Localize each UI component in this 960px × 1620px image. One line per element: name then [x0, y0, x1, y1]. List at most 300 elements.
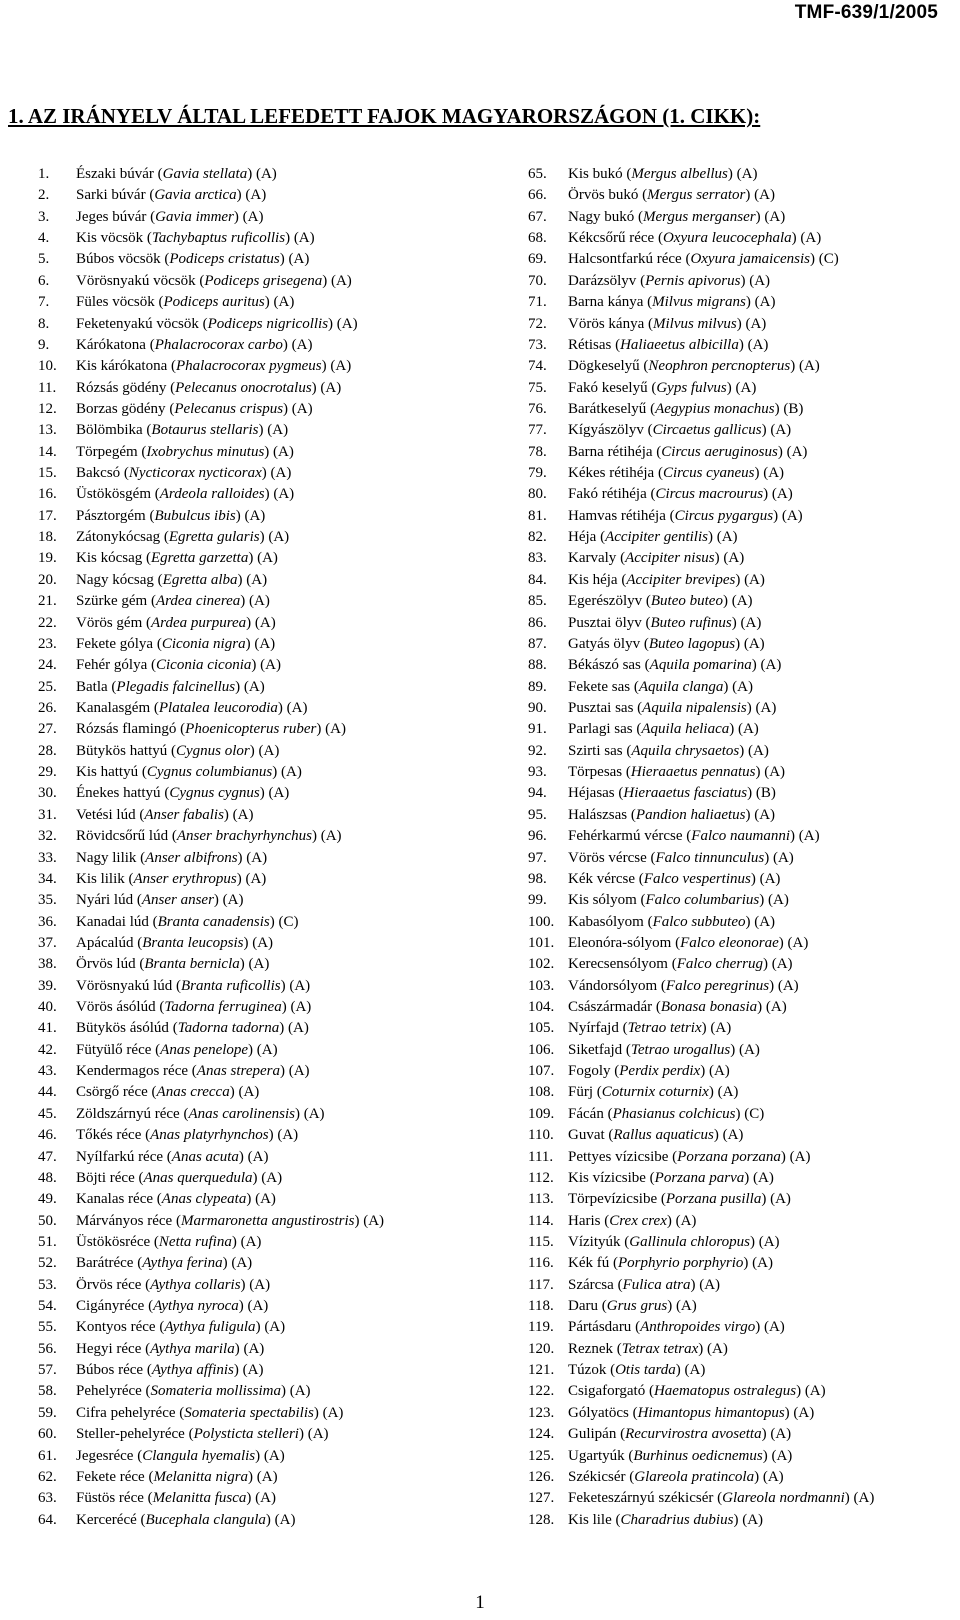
species-category: (A) [291, 400, 313, 417]
species-scientific-name: Podiceps cristatus [169, 251, 280, 268]
species-scientific-name: Netta rufina [158, 1233, 232, 1250]
species-number: 105. [528, 1020, 555, 1037]
species-common-name: Pásztorgém [76, 507, 146, 524]
species-entry [528, 1381, 874, 1402]
species-common-name: Ugartyúk [568, 1447, 625, 1464]
species-category: (A) [787, 934, 809, 951]
open-paren: ( [124, 870, 134, 887]
species-common-name: Kis vízicsibe [568, 1169, 646, 1186]
species-common-name: Szürke gém [76, 593, 148, 610]
species-scientific-name: Bonasa bonasia [660, 999, 758, 1016]
open-paren: ( [147, 1084, 157, 1101]
species-category: (A) [255, 1490, 276, 1507]
close-paren: ) [248, 1041, 257, 1058]
open-paren: ( [154, 294, 164, 311]
species-scientific-name: Mergus albellus [631, 166, 728, 182]
species-entry [38, 591, 384, 612]
species-common-name: Északi búvár [76, 166, 154, 182]
species-common-name: Vörös vércse [568, 849, 647, 866]
species-entry [38, 356, 384, 377]
open-paren: ( [167, 358, 176, 375]
species-category: (A) [363, 1212, 385, 1229]
species-category: (A) [763, 465, 785, 482]
close-paren: ) [761, 1426, 771, 1443]
open-paren: ( [160, 529, 169, 546]
species-category: (A) [742, 1511, 764, 1528]
species-number: 47. [38, 1148, 57, 1165]
close-paren: ) [252, 1169, 262, 1186]
species-common-name: Fekete sas [568, 678, 631, 695]
species-entry [528, 719, 874, 740]
species-category: (A) [273, 486, 295, 503]
species-number: 103. [528, 977, 555, 994]
close-paren: ) [729, 721, 738, 738]
species-number: 123. [528, 1404, 555, 1421]
close-paren: ) [796, 1383, 805, 1400]
species-scientific-name: Grus grus [606, 1298, 668, 1315]
species-scientific-name: Oxyura jamaicensis [690, 251, 810, 268]
species-number: 98. [528, 870, 547, 887]
species-number: 87. [528, 635, 547, 652]
species-common-name: Kanalasgém [76, 699, 151, 716]
species-number: 7. [38, 294, 50, 311]
species-scientific-name: Buteo lagopus [648, 635, 736, 652]
species-entry [528, 271, 874, 292]
species-scientific-name: Falco eleonorae [680, 934, 779, 951]
open-paren: ( [657, 977, 666, 994]
open-paren: ( [617, 571, 627, 588]
open-paren: ( [654, 230, 663, 247]
species-scientific-name: Gavia immer [155, 208, 234, 225]
species-number: 110. [528, 1127, 554, 1144]
species-entry [528, 1446, 874, 1467]
species-entry [38, 655, 384, 676]
species-category: (A) [798, 828, 820, 845]
species-category: (A) [764, 764, 786, 781]
species-common-name: Barátkeselyű [568, 400, 647, 417]
open-paren: ( [624, 1447, 634, 1464]
species-common-name: Kabasólyom [568, 913, 644, 930]
species-common-name: Kék vércse [568, 870, 636, 887]
species-entry [38, 698, 384, 719]
close-paren: ) [735, 1105, 745, 1122]
species-scientific-name: Anas strepera [196, 1063, 280, 1080]
species-category: (A) [747, 336, 769, 353]
species-scientific-name: Falco peregrinus [665, 977, 770, 994]
open-paren: ( [643, 913, 653, 930]
species-number: 97. [528, 849, 547, 866]
open-paren: ( [635, 870, 644, 887]
species-category: (B) [783, 400, 804, 417]
species-category: (A) [244, 507, 266, 524]
species-category: (A) [273, 443, 294, 460]
open-paren: ( [141, 1340, 151, 1357]
species-entry [38, 1275, 384, 1296]
species-entry [38, 613, 384, 634]
open-paren: ( [141, 1276, 151, 1293]
species-number: 66. [528, 187, 547, 204]
species-number: 120. [528, 1340, 555, 1357]
species-scientific-name: Egretta gularis [168, 529, 260, 546]
species-scientific-name: Anas carolinensis [188, 1105, 295, 1122]
species-common-name: Kis hattyú [76, 764, 139, 781]
species-scientific-name: Nycticorax nycticorax [128, 465, 262, 482]
close-paren: ) [281, 999, 291, 1016]
species-common-name: Üstökösgém [76, 486, 151, 503]
species-common-name: Szirti sas [568, 742, 623, 759]
species-number: 19. [38, 550, 57, 567]
species-entry [38, 1360, 384, 1381]
species-common-name: Rózsás flamingó [76, 721, 177, 738]
species-number: 60. [38, 1426, 57, 1443]
species-number: 6. [38, 272, 50, 289]
species-category: (A) [320, 828, 342, 845]
open-paren: ( [652, 443, 662, 460]
close-paren: ) [248, 1468, 257, 1485]
species-number: 114. [528, 1212, 554, 1229]
species-number: 101. [528, 934, 555, 951]
close-paren: ) [778, 934, 788, 951]
species-common-name: Barátréce [76, 1255, 134, 1272]
open-paren: ( [657, 1191, 666, 1208]
close-paren: ) [745, 913, 755, 930]
species-entry [528, 805, 874, 826]
species-category: (A) [293, 230, 315, 247]
species-entry [38, 228, 384, 249]
species-entry [528, 912, 874, 933]
species-category: (A) [246, 849, 268, 866]
species-scientific-name: Phasianus colchicus [612, 1105, 736, 1122]
close-paren: ) [762, 956, 772, 973]
species-scientific-name: Branta leucopsis [142, 934, 244, 951]
species-scientific-name: Falco vespertinus [643, 870, 751, 887]
species-category: (A) [740, 614, 762, 631]
species-common-name: Fütyülő réce [76, 1041, 152, 1058]
species-scientific-name: Egretta garzetta [151, 550, 249, 567]
species-number: 127. [528, 1490, 555, 1507]
species-entry [38, 762, 384, 783]
species-category: (A) [245, 187, 267, 204]
close-paren: ) [755, 764, 765, 781]
species-category: (A) [675, 1212, 697, 1229]
close-paren: ) [707, 529, 717, 546]
species-entry [38, 292, 384, 313]
species-scientific-name: Anas penelope [160, 1041, 249, 1058]
species-scientific-name: Circus pygargus [674, 507, 774, 524]
species-number: 119. [528, 1319, 554, 1336]
open-paren: ( [155, 999, 165, 1016]
species-entry [528, 634, 874, 655]
species-scientific-name: Aquila nipalensis [642, 699, 747, 716]
species-number: 57. [38, 1362, 57, 1379]
open-paren: ( [640, 635, 649, 652]
species-scientific-name: Marmaronetta angustirostris [180, 1212, 355, 1229]
species-entry [38, 207, 384, 228]
open-paren: ( [133, 934, 143, 951]
species-entry [528, 997, 874, 1018]
close-paren: ) [282, 336, 292, 353]
close-paren: ) [690, 1276, 700, 1293]
species-number: 58. [38, 1383, 57, 1400]
species-entry [528, 1317, 874, 1338]
species-entry [528, 399, 874, 420]
species-number: 61. [38, 1447, 57, 1464]
species-scientific-name: Melanitta fusca [152, 1490, 247, 1507]
close-paren: ) [294, 1105, 304, 1122]
species-scientific-name: Milvus migrans [652, 294, 746, 311]
species-scientific-name: Buteo rufinus [650, 614, 732, 631]
open-paren: ( [166, 379, 176, 396]
species-scientific-name: Aquila heliaca [641, 721, 730, 738]
species-entry [528, 164, 874, 185]
close-paren: ) [255, 1447, 264, 1464]
open-paren: ( [168, 1020, 178, 1037]
species-entry [528, 1253, 874, 1274]
species-entry [38, 420, 384, 441]
close-paren: ) [277, 699, 287, 716]
close-paren: ) [243, 934, 253, 951]
species-entry [38, 1189, 384, 1210]
species-entry [528, 420, 874, 441]
species-entry [38, 548, 384, 569]
open-paren: ( [622, 764, 631, 781]
species-category: (A) [252, 934, 274, 951]
close-paren: ) [780, 1148, 790, 1165]
species-common-name: Fehér gólya [76, 657, 148, 674]
species-scientific-name: Platalea leucorodia [158, 699, 278, 716]
species-common-name: Örvös lúd [76, 956, 136, 973]
species-common-name: Nagy lilik [76, 849, 137, 866]
species-category: (A) [288, 1063, 310, 1080]
species-number: 73. [528, 336, 547, 353]
species-scientific-name: Aythya marila [150, 1340, 235, 1357]
species-category: (A) [758, 1233, 780, 1250]
species-number: 106. [528, 1041, 555, 1058]
species-common-name: Parlagi sas [568, 721, 633, 738]
species-common-name: Bakcsó [76, 465, 121, 482]
species-category: (A) [222, 892, 244, 909]
species-common-name: Halászsas [568, 806, 628, 823]
open-paren: ( [645, 1383, 654, 1400]
close-paren: ) [264, 294, 274, 311]
species-common-name: Kanalas réce [76, 1191, 154, 1208]
species-category: (A) [739, 1041, 760, 1058]
open-paren: ( [632, 721, 642, 738]
open-paren: ( [148, 913, 158, 930]
close-paren: ) [280, 1383, 290, 1400]
close-paren: ) [755, 1319, 764, 1336]
species-number: 1. [38, 166, 50, 182]
species-entry [38, 1488, 384, 1509]
species-entry [528, 1275, 874, 1296]
close-paren: ) [759, 892, 769, 909]
species-category: (A) [238, 1084, 260, 1101]
open-paren: ( [593, 1084, 602, 1101]
close-paren: ) [773, 507, 782, 524]
species-common-name: Örvös réce [76, 1276, 142, 1293]
species-category: (A) [289, 977, 311, 994]
species-common-name: Kis vöcsök [76, 230, 144, 247]
species-common-name: Fácán [568, 1105, 604, 1122]
species-scientific-name: Bucephala clangula [145, 1511, 266, 1528]
species-common-name: Batla [76, 678, 108, 695]
species-entry [528, 249, 874, 270]
open-paren: ( [610, 1063, 620, 1080]
species-category: (A) [261, 1169, 283, 1186]
species-number: 124. [528, 1426, 555, 1443]
open-paren: ( [613, 1276, 623, 1293]
species-scientific-name: Crex crex [609, 1212, 667, 1229]
species-entry [38, 463, 384, 484]
open-paren: ( [611, 336, 621, 353]
species-entry [38, 1467, 384, 1488]
close-paren: ) [313, 1404, 323, 1421]
open-paren: ( [616, 550, 626, 567]
open-paren: ( [652, 999, 661, 1016]
open-paren: ( [646, 486, 656, 503]
species-scientific-name: Podiceps grisegena [204, 272, 323, 289]
open-paren: ( [622, 166, 632, 182]
open-paren: ( [612, 1340, 622, 1357]
close-paren: ) [248, 550, 258, 567]
species-number: 76. [528, 400, 547, 417]
close-paren: ) [714, 550, 724, 567]
species-scientific-name: Milvus milvus [652, 315, 737, 332]
species-common-name: Siketfajd [568, 1041, 623, 1058]
species-entry [528, 698, 874, 719]
open-paren: ( [631, 1319, 641, 1336]
species-scientific-name: Pernis apivorus [645, 272, 741, 289]
species-common-name: Rózsás gödény [76, 379, 167, 396]
close-paren: ) [311, 379, 321, 396]
species-entry [38, 1403, 384, 1424]
species-category: (A) [763, 1319, 785, 1336]
species-number: 41. [38, 1020, 57, 1037]
open-paren: ( [142, 614, 151, 631]
species-number: 27. [38, 721, 57, 738]
open-paren: ( [179, 1105, 189, 1122]
species-category: (A) [263, 1447, 285, 1464]
species-entry [38, 1211, 384, 1232]
open-paren: ( [143, 1362, 152, 1379]
species-category: (A) [242, 1362, 264, 1379]
open-paren: ( [647, 379, 657, 396]
species-entry [528, 1147, 874, 1168]
open-paren: ( [682, 828, 692, 845]
close-paren: ) [755, 208, 765, 225]
species-entry [528, 506, 874, 527]
species-common-name: Kék fú [568, 1255, 610, 1272]
species-category: (A) [748, 742, 769, 759]
species-scientific-name: Botaurus stellaris [151, 422, 259, 439]
close-paren: ) [735, 635, 744, 652]
close-paren: ) [743, 1255, 753, 1272]
species-number: 100. [528, 913, 555, 930]
species-scientific-name: Accipiter gentilis [605, 529, 708, 546]
species-common-name: Pusztai ölyv [568, 614, 642, 631]
species-scientific-name: Anser fabalis [144, 806, 224, 823]
open-paren: ( [142, 550, 151, 567]
species-entry [528, 527, 874, 548]
species-category: (A) [754, 187, 775, 204]
species-entry [38, 869, 384, 890]
species-entry [38, 442, 384, 463]
species-scientific-name: Aythya ferina [142, 1255, 223, 1272]
close-paren: ) [810, 251, 819, 268]
species-scientific-name: Phalacrocorax pygmeus [175, 358, 322, 375]
species-scientific-name: Gyps fulvus [656, 379, 727, 396]
species-number: 118. [528, 1298, 554, 1315]
species-entry [528, 463, 874, 484]
species-entry [38, 848, 384, 869]
open-paren: ( [175, 1404, 185, 1421]
species-common-name: Feketeszárnyú székicsér [568, 1490, 714, 1507]
close-paren: ) [790, 828, 799, 845]
species-number: 81. [528, 507, 547, 524]
species-common-name: Dögkeselyű [568, 358, 640, 375]
species-common-name: Nagy bukó [568, 208, 635, 225]
species-category: (A) [710, 1020, 732, 1037]
open-paren: ( [633, 699, 643, 716]
species-entry [38, 1232, 384, 1253]
species-category: (A) [274, 1511, 296, 1528]
species-entry [528, 185, 874, 206]
page-number: 1 [475, 1592, 485, 1613]
species-category: (A) [759, 870, 781, 887]
species-number: 78. [528, 443, 547, 460]
species-scientific-name: Circus cyaneus [662, 465, 755, 482]
species-common-name: Pártásdaru [568, 1319, 632, 1336]
species-number: 91. [528, 721, 547, 738]
species-common-name: Bölömbika [76, 422, 143, 439]
species-common-name: Gulipán [568, 1426, 617, 1443]
species-entry [38, 249, 384, 270]
species-category: (A) [248, 956, 270, 973]
open-paren: ( [172, 1212, 181, 1229]
open-paren: ( [195, 272, 205, 289]
close-paren: ) [713, 1127, 723, 1144]
species-category: (A) [772, 849, 794, 866]
species-number: 28. [38, 742, 57, 759]
species-entry [38, 164, 384, 185]
species-category: (A) [270, 465, 292, 482]
species-scientific-name: Aythya nyroca [153, 1298, 239, 1315]
open-paren: ( [135, 956, 145, 973]
open-paren: ( [668, 1148, 678, 1165]
species-entry [38, 805, 384, 826]
species-scientific-name: Tachybaptus ruficollis [151, 230, 286, 247]
species-category: (A) [247, 1298, 269, 1315]
close-paren: ) [279, 1020, 288, 1037]
open-paren: ( [168, 828, 177, 845]
species-common-name: Kis kócsag [76, 550, 143, 567]
close-paren: ) [739, 742, 748, 759]
species-entry [38, 1510, 384, 1531]
species-category: (A) [245, 870, 267, 887]
species-number: 53. [38, 1276, 57, 1293]
close-paren: ) [246, 614, 255, 631]
open-paren: ( [141, 1127, 151, 1144]
open-paren: ( [155, 1319, 165, 1336]
species-entry [38, 1018, 384, 1039]
species-category: (A) [255, 1191, 276, 1208]
open-paren: ( [153, 1191, 162, 1208]
species-entry [528, 1467, 874, 1488]
species-common-name: Törpegém [76, 443, 138, 460]
species-scientific-name: Oxyura leucocephala [662, 230, 792, 247]
species-category: (A) [793, 1404, 815, 1421]
species-scientific-name: Aythya fuligula [164, 1319, 256, 1336]
